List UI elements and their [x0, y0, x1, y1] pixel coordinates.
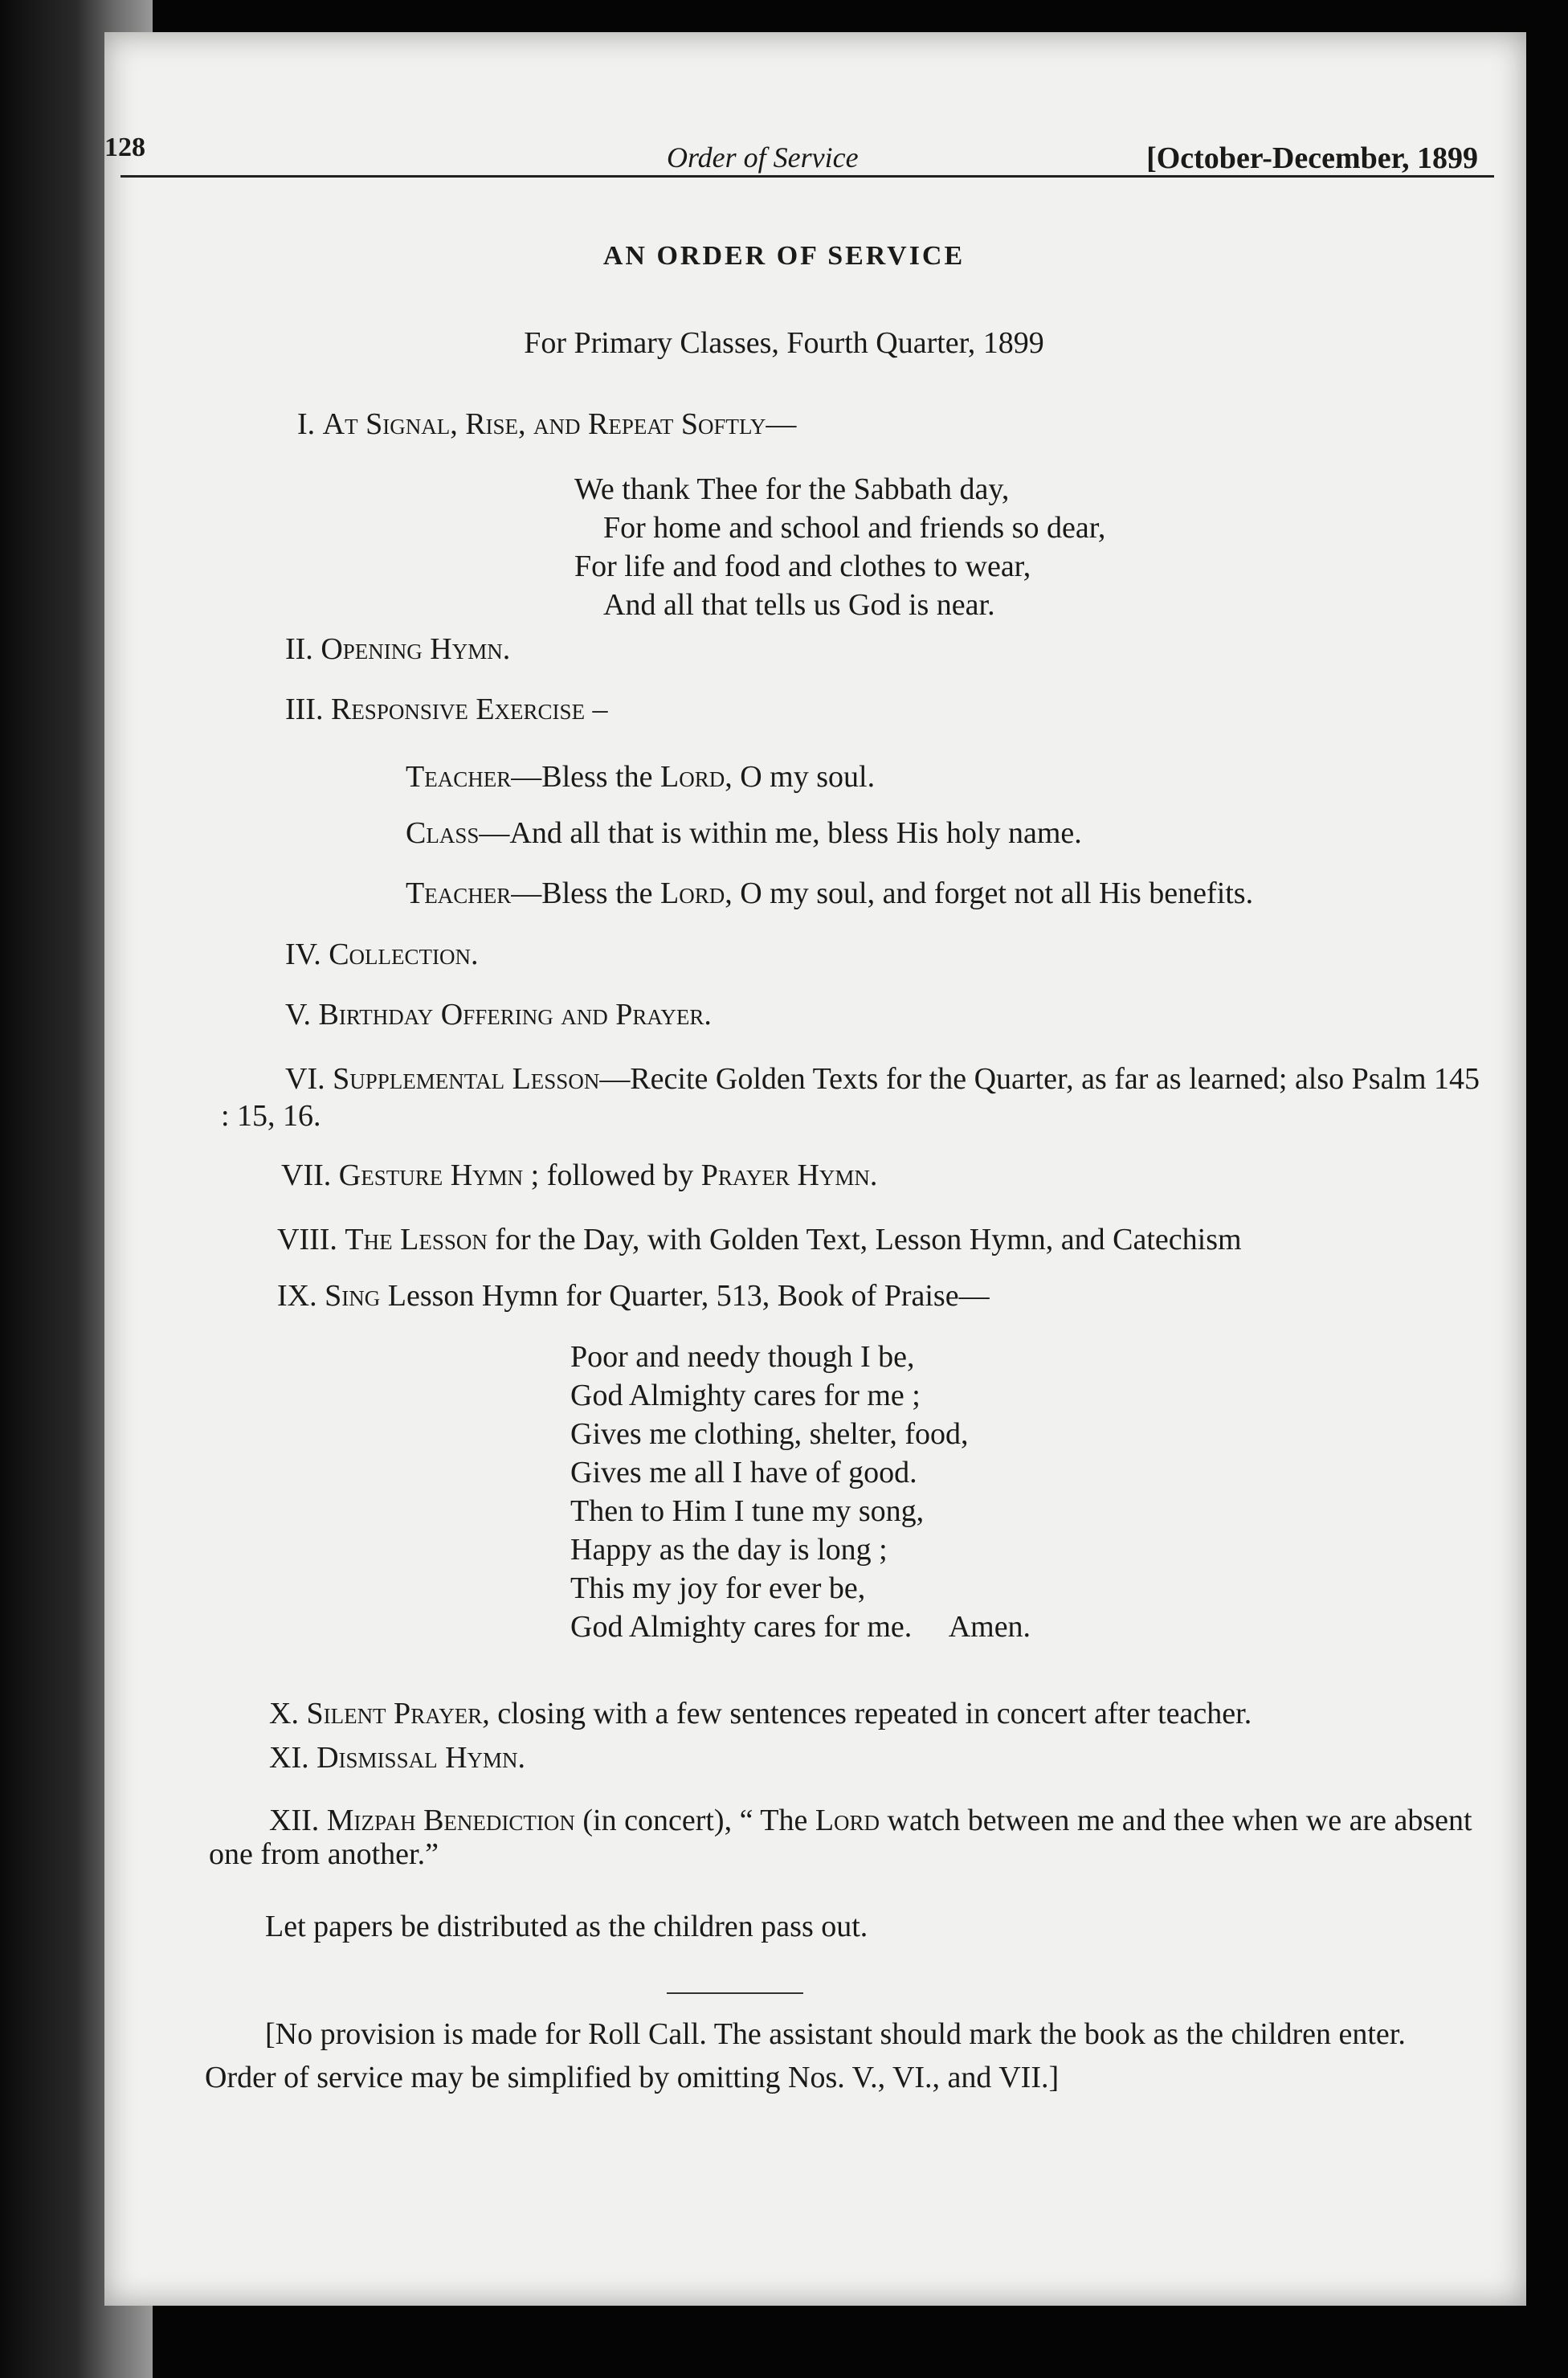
section-divider: [667, 1992, 803, 1994]
item-i: [297, 406, 796, 443]
item-iv: [285, 936, 479, 973]
item-xii: [209, 1804, 1486, 1871]
item-text: for the Day, with Golden Text, Lesson Hymn, and Catechism: [487, 1223, 1242, 1256]
item-label: The Lesson: [345, 1223, 488, 1256]
verse-line: Gives me all I have of good.: [570, 1456, 917, 1489]
verse-line: God Almighty cares for me ;: [570, 1379, 921, 1412]
item-number: X.: [269, 1697, 299, 1730]
item-text: (in concert), “ The: [574, 1804, 815, 1837]
closing-instruction: Let papers be distributed as the children pass out.: [265, 1910, 868, 1943]
item-text: watch between me and thee when we are absent one from another.”: [209, 1804, 1472, 1871]
verse-line: Poor and needy though I be,: [570, 1340, 915, 1374]
item-label: Prayer Hymn.: [700, 1158, 878, 1192]
item-label: Opening Hymn.: [321, 632, 511, 666]
item-label: At Signal, Rise, and Repeat Softly—: [322, 407, 797, 441]
item-iii: [285, 691, 608, 728]
item-viii: [277, 1221, 1242, 1258]
verse-line: We thank Thee for the Sabbath day,: [574, 472, 1010, 506]
verse-line: For home and school and friends so dear,: [603, 511, 1106, 545]
lord-word: Lord: [660, 760, 725, 794]
verse-line: For life and food and clothes to wear,: [574, 550, 1031, 583]
verse-line: Gives me clothing, shelter, food,: [570, 1417, 969, 1451]
item-number: IV.: [285, 938, 321, 971]
response-line: [406, 759, 875, 795]
speaker: Teacher: [406, 760, 512, 794]
footnote: [No provision is made for Roll Call. The assistant should mark the book as the children enter. Order of service may be simplified by omitting Nos. V., VI., and VII.]: [205, 2017, 1406, 2094]
item-text: , closing with a few sentences repeated in concert after teacher.: [482, 1697, 1252, 1730]
verse-thanks: [574, 470, 1105, 624]
item-number: I.: [297, 407, 316, 441]
item-label: Supplemental Lesson: [333, 1062, 600, 1096]
item-number: VI.: [285, 1062, 325, 1096]
item-text: —Recite Golden Texts for the Quarter, as far as learned; also Psalm 145 : 15, 16.: [221, 1062, 1480, 1133]
lord-word: Lord: [660, 876, 725, 910]
item-number: III.: [285, 693, 324, 726]
item-text: ; followed by: [523, 1158, 701, 1192]
item-ix: [277, 1277, 990, 1314]
page-header: [104, 96, 1486, 177]
item-vi: [221, 1060, 1482, 1134]
verse-line: God Almighty cares for me. Amen.: [570, 1610, 1031, 1644]
item-label: Collection.: [329, 938, 479, 971]
response-text: , O my soul.: [725, 760, 876, 794]
item-number: IX.: [277, 1279, 317, 1313]
speaker: Teacher: [406, 876, 512, 910]
item-number: II.: [285, 632, 313, 666]
verse-line: This my joy for ever be,: [570, 1571, 866, 1605]
item-label: Mizpah Benediction: [326, 1804, 575, 1837]
item-number: XI.: [269, 1741, 309, 1775]
response-text: , O my soul, and forget not all His benefits.: [725, 876, 1254, 910]
verse-line: And all that tells us God is near.: [603, 588, 995, 622]
response-text: —Bless the: [511, 876, 660, 910]
item-number: V.: [285, 998, 312, 1032]
item-label: Sing: [325, 1279, 381, 1313]
verse-hymn: [570, 1338, 1031, 1646]
response-line: [406, 876, 1253, 911]
page-title: AN ORDER OF SERVICE: [602, 241, 966, 271]
item-label: Responsive Exercise –: [330, 693, 608, 726]
page-subtitle: For Primary Classes, Fourth Quarter, 1899: [524, 326, 1044, 360]
item-label: Dismissal Hymn.: [316, 1741, 526, 1775]
response-text: —Bless the: [511, 760, 660, 794]
date-range: [October-December, 1899: [1146, 141, 1478, 175]
verse-line: Then to Him I tune my song,: [570, 1494, 925, 1528]
page-number: 128: [104, 133, 145, 162]
response-text: —And all that is within me, bless His holy name.: [479, 816, 1082, 850]
header-rule: [120, 175, 1494, 178]
item-number: VIII.: [277, 1223, 337, 1256]
lord-word: Lord: [815, 1804, 880, 1837]
item-text: Lesson Hymn for Quarter, 513, Book of Praise—: [380, 1279, 990, 1313]
item-number: VII.: [281, 1158, 332, 1192]
item-number: XII.: [269, 1804, 320, 1837]
response-line: [406, 815, 1082, 851]
item-x: [269, 1695, 1252, 1732]
item-xi: [269, 1739, 525, 1776]
item-ii: [285, 631, 510, 668]
running-title: Order of Service: [667, 141, 859, 174]
item-vii: [281, 1157, 877, 1194]
speaker: Class: [406, 816, 480, 850]
item-label: Silent Prayer: [306, 1697, 483, 1730]
item-label: Gesture Hymn: [338, 1158, 524, 1192]
verse-line: Happy as the day is long ;: [570, 1533, 888, 1567]
item-label: Birthday Offering and Prayer.: [318, 998, 712, 1032]
item-v: [285, 996, 712, 1033]
